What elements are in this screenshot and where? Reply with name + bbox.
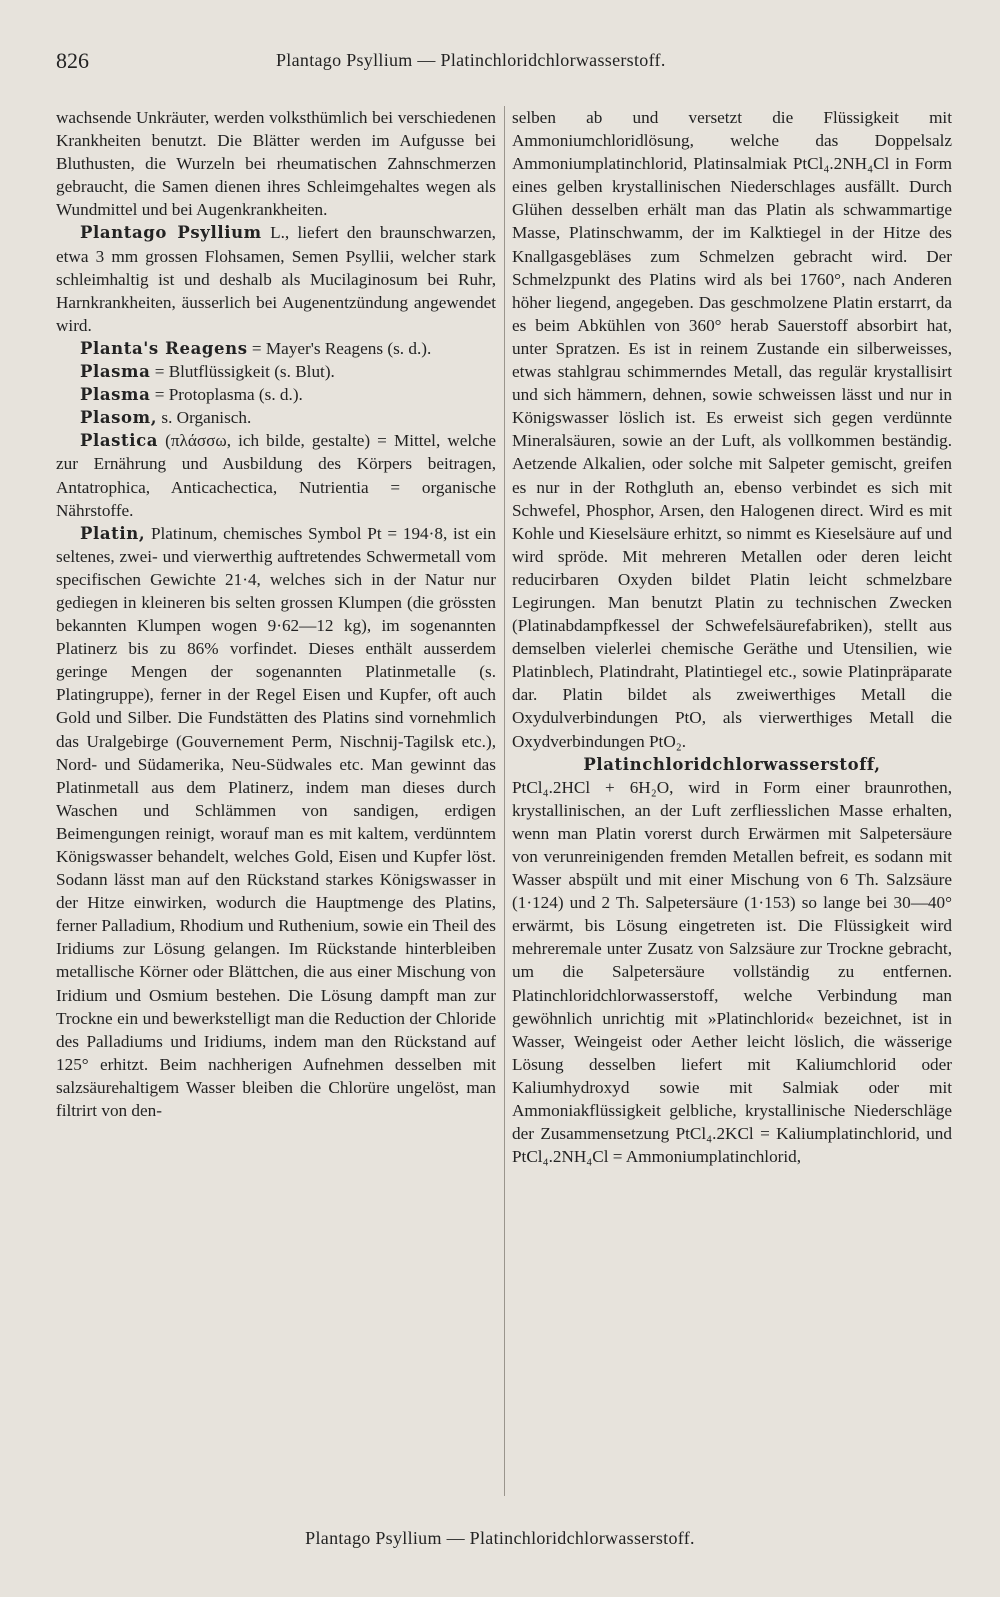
entry-platinchloridchlorwasserstoff: PtCl₄.2HCl + 6H₂O, wird in Form einer braunrothen, krystallinischen, an der Luft zerfliesslichen Masse erhalten, wenn man Platin vorerst durch Erwärmen mit Salpetersäure von verunreinigenden fremden Metallen befreit, es sodann mit Wasser abspült und mit einer Mischung von 6 Th. Salzsäure (1·124) und 2 Th. Salpetersäure (1·153) so lange bei 30—40° erwärmt, bis Lösung eingetreten ist. Die Flüssigkeit wird mehreremale unter Zusatz von Salzsäure zur Trockne gebracht, um die Salpetersäure vollständig zu entfernen. Platinchloridchlorwasserstoff, welche Verbindung man gewöhnlich unrichtig mit »Platinchlorid« bezeichnet, ist in Wasser, Weingeist oder Aether leicht löslich, die wässerige Lösung desselben liefert mit Kaliumchlorid oder Kaliumhydroxyd sowie mit Salmiak oder mit Ammoniakflüssigkeit gelbliche, krystallinische Niederschläge der Zusammensetzung PtCl₄.2KCl = Kaliumplatinchlorid, und PtCl₄.2NH₄Cl = Ammoniumplatinchlorid, bbox=[512, 777, 952, 1167]
entry-text: = Protoplasma (s. d.). bbox=[150, 385, 303, 405]
entry-text: (πλάσσω, ich bilde, gestalte) = Mittel, welche zur Ernährung und Ausbildung des Körpers beitragen, Antatrophica, Anticachectica, Nutrientia = organische Nährstoffe. bbox=[56, 431, 496, 520]
entry-heading-platinchloridchlorwasserstoff bbox=[512, 753, 952, 776]
entry-keyword: Plasom, bbox=[80, 408, 158, 428]
entry-keyword: Platin, bbox=[80, 523, 146, 543]
entry-text: = Mayer's Reagens (s. d.). bbox=[247, 338, 432, 358]
entry-plantago-psyllium bbox=[56, 221, 496, 336]
entry-text: L., liefert den braunschwarzen, etwa 3 mm grossen Flohsamen, Semen Psyllii, welcher stark schleimhaltig ist und deshalb als Mucilaginosum bei Ruhr, Harnkrankheiten, äusserlich bei Augenentzündung angewendet wird. bbox=[56, 223, 496, 335]
page-footer: Plantago Psyllium — Platinchloridchlorwasserstoff. bbox=[305, 1528, 695, 1548]
right-column bbox=[512, 106, 952, 1501]
entry-plantas-reagens bbox=[56, 337, 496, 360]
entry-text: = Blutflüssigkeit (s. Blut). bbox=[150, 362, 335, 382]
continued-paragraph: selben ab und versetzt die Flüssigkeit mit Ammoniumchloridlösung, welche das Doppelsalz Ammoniumplatinchlorid, Platinsalmiak PtCl₄.2NH₄Cl in Form eines gelben krystallinischen Niederschlages ausfällt. Durch Glühen desselben erhält man das Platin als schwammartige Masse, Platinschwamm, der im Kalktiegel in der Hitze des Knallgasgebläses zum Schmelzen gebracht wird. Der Schmelzpunkt des Platins wird als bei 1760°, nach Anderen höher liegend, angegeben. Das geschmolzene Platin erstarrt, da es beim Abkühlen von 360° herab Sauerstoff absorbirt hat, unter Spratzen. Es ist in reinem Zustande ein silberweisses, etwas stahlgrau schimmerndes Metall, das regulär krystallisirt und sich hämmern, dehnen, sowie schweissen lässt und nur in Königswasser löslich ist. Es erweist sich gegen verdünnte Mineralsäuren, sowie an der Luft, als vollkommen beständig. Aetzende Alkalien, oder solche mit Salpeter gemischt, greifen es nur in der Rothgluth an, ebenso verbindet es sich mit Schwefel, Phosphor, Arsen, den Halogenen direct. Wird es mit Kohle und Kieselsäure erhitzt, so nimmt es Kieselsäure auf und wird spröde. Mit mehreren Metallen oder deren leicht reducirbaren Oxyden bildet Platin leicht schmelzbare Legirungen. Man benutzt Platin zu technischen Zwecken (Platinabdampfkessel der Schwefelsäurefabriken), stellt aus demselben vielerlei chemische Geräthe und Utensilien, wie Platinblech, Platindraht, Platintiegel etc., sowie Platinpräparate dar. Platin bildet als zweiwerthiges Metall die Oxydulverbindungen PtO, als vierwerthiges Metall die Oxydverbindungen PtO₂. bbox=[512, 108, 952, 751]
continued-paragraph: wachsende Unkräuter, werden volksthümlich bei verschiedenen Krankheiten benutzt. Die Blätter werden im Aufgusse bei Bluthusten, die Wurzeln bei rheumatischen Zahnschmerzen gebraucht, die Samen dienen ihres Schleimgehaltes wegen als Wundmittel und bei Augenkrankheiten. bbox=[56, 108, 496, 220]
entry-text: s. Organisch. bbox=[157, 408, 252, 428]
entry-plasma-protoplasma bbox=[56, 383, 496, 406]
entry-plasom bbox=[56, 406, 496, 429]
running-title: Plantago Psyllium — Platinchloridchlorwasserstoff. bbox=[276, 50, 666, 70]
entry-keyword: Platinchloridchlorwasserstoff, bbox=[583, 754, 881, 774]
page-header bbox=[56, 42, 940, 78]
entry-text: Platinum, chemisches Symbol Pt = 194·8, ist ein seltenes, zwei- und vierwerthig auftretendes Schwermetall vom specifischen Gewichte 21·4, welches sich in der Natur nur gediegen in kleineren bis selten grossen Klumpen (die grössten bekannten Klumpen wogen 9·62—12 kg), im sogenannten Platinerz bis zu 86% vorfindet. Dieses enthält ausserdem geringe Mengen der sogenannten Platinmetalle (s. Platingruppe), ferner in der Regel Eisen und Kupfer, oft auch Gold und Silber. Die Fundstätten des Platins sind vornehmlich das Uralgebirge (Gouvernement Perm, Nischnij-Tagilsk etc.), Nord- und Südamerika, Neu-Südwales etc. Man gewinnt das Platinmetall aus dem Platinerz, indem man dieses durch Waschen und Schlämmen von sandigen, erdigen Beimengungen reinigt, worauf man es mit kaltem, verdünntem Königswasser behandelt, welches Gold, Eisen und Kupfer löst. Sodann lässt man auf den Rückstand starkes Königswasser in der Hitze einwirken, wodurch die Hauptmenge des Platins, ferner Palladium, Rhodium und Ruthenium, sowie ein Theil des Iridiums zur Lösung gelangen. Im Rückstande hinterbleiben metallische Körner oder Blättchen, die aus einer Mischung von Iridium und Osmium bestehen. Die Lösung dampft man zur Trockne ein und bewerkstelligt man die Reduction der Chloride des Palladiums und Iridiums, indem man den Rückstand auf 125° erhitzt. Beim nachherigen Aufnehmen desselben mit salzsäurehaltigem Wasser bleiben die Chlorüre ungelöst, man filtrirt von den- bbox=[56, 523, 496, 1121]
entry-plasma-blut bbox=[56, 360, 496, 383]
column-divider bbox=[504, 106, 505, 1496]
entry-keyword: Plastica bbox=[80, 431, 159, 451]
entry-plastica bbox=[56, 429, 496, 521]
entry-keyword: Plantago Psyllium bbox=[80, 223, 262, 243]
entry-keyword: Plasma bbox=[80, 385, 151, 405]
entry-keyword: Plasma bbox=[80, 362, 151, 382]
page-number: 826 bbox=[56, 48, 89, 73]
entry-keyword: Planta's Reagens bbox=[80, 338, 248, 358]
text-columns bbox=[56, 106, 952, 1501]
entry-platin bbox=[56, 522, 496, 1122]
left-column bbox=[56, 106, 496, 1501]
